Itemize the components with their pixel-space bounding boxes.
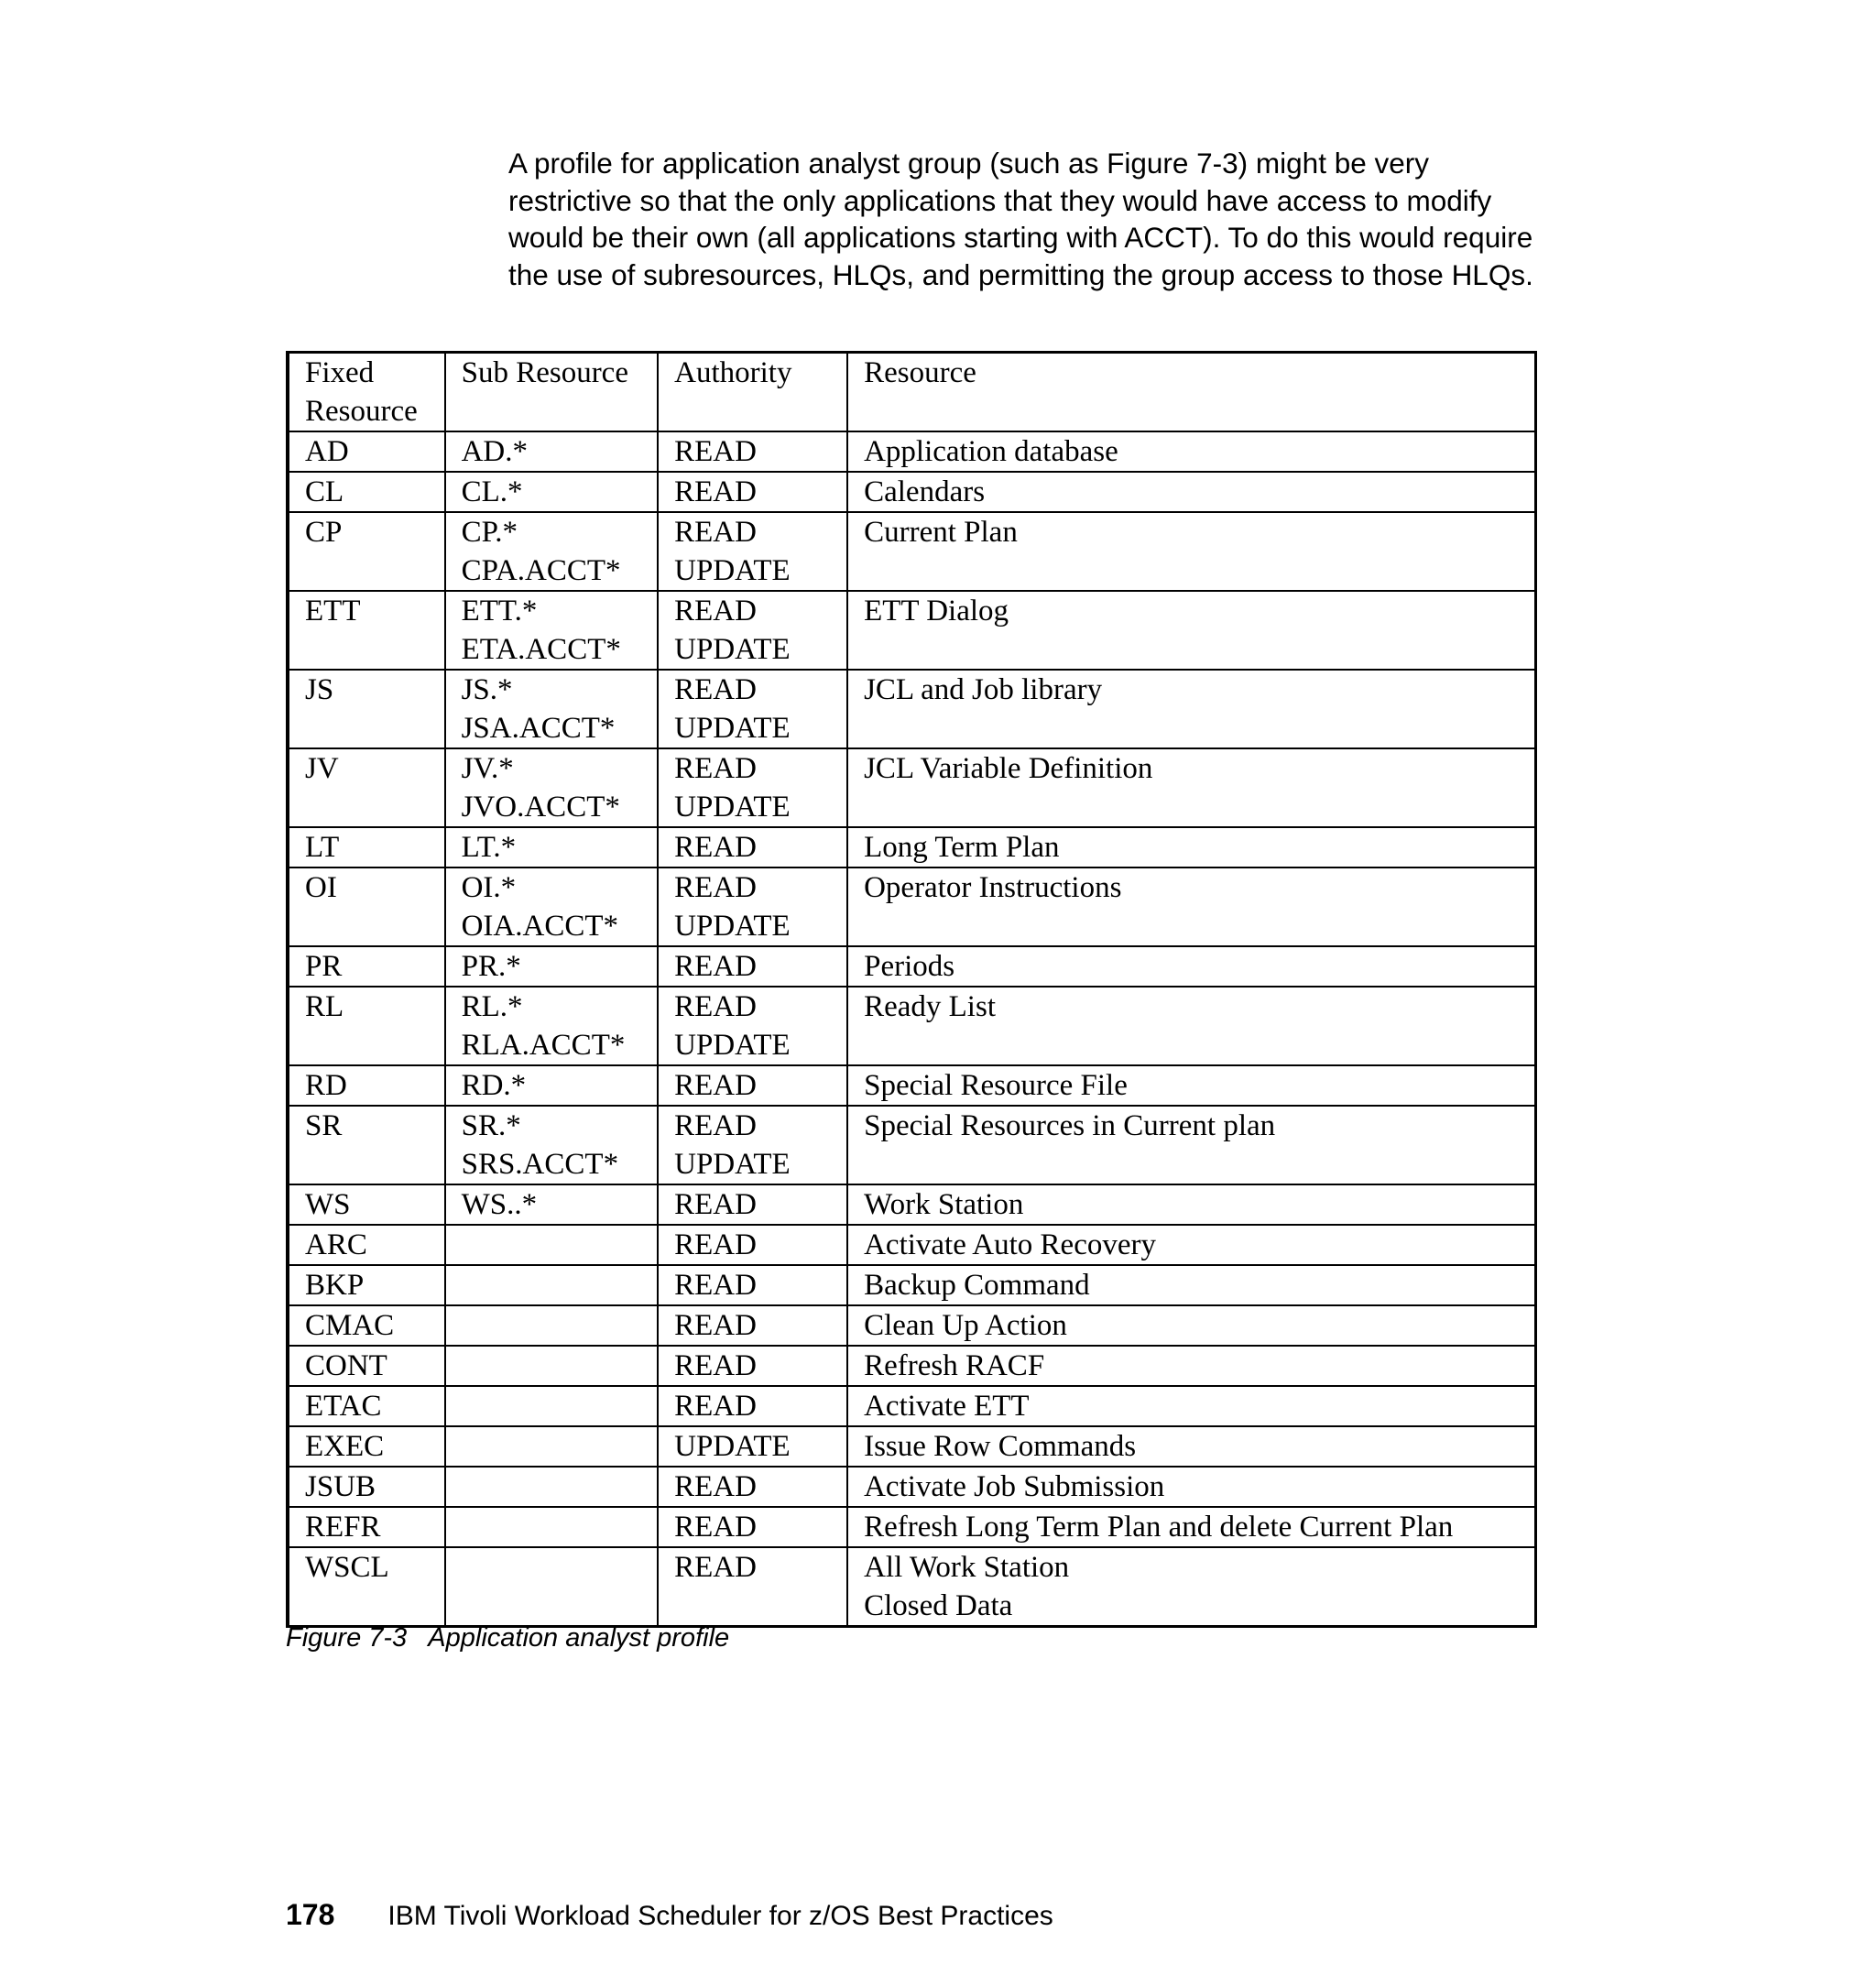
cell-sub-resource bbox=[445, 431, 659, 472]
cell-text: READ bbox=[674, 1470, 757, 1503]
cell-sub-resource bbox=[445, 670, 659, 748]
table-row bbox=[288, 1467, 1536, 1507]
cell-text: PR.* bbox=[461, 950, 521, 983]
cell-text: Work Station bbox=[864, 1188, 1024, 1221]
cell-resource bbox=[847, 1184, 1535, 1225]
page-number: 178 bbox=[286, 1898, 335, 1931]
cell-text: READ bbox=[674, 435, 757, 468]
cell-text: SR.* bbox=[461, 1109, 521, 1142]
cell-fixed-resource bbox=[288, 827, 445, 868]
table-row bbox=[288, 1346, 1536, 1386]
cell-text: READ bbox=[674, 1069, 757, 1102]
cell-sub-resource bbox=[445, 1346, 659, 1386]
cell-authority bbox=[658, 1305, 847, 1346]
cell-text: JS bbox=[305, 673, 334, 706]
cell-sub-resource bbox=[445, 512, 659, 591]
cell-fixed-resource bbox=[288, 1386, 445, 1426]
cell-text: READ bbox=[674, 1551, 757, 1584]
cell-fixed-resource bbox=[288, 1265, 445, 1305]
cell-text: LT bbox=[305, 831, 340, 864]
cell-text: Resource bbox=[864, 356, 976, 389]
cell-text: READ bbox=[674, 595, 757, 627]
cell-text: Application database bbox=[864, 435, 1118, 468]
cell-text: READ bbox=[674, 871, 757, 904]
cell-text: Issue Row Commands bbox=[864, 1430, 1137, 1463]
cell-text: JSA.ACCT* bbox=[461, 712, 616, 745]
cell-fixed-resource bbox=[288, 1225, 445, 1265]
intro-line: would be their own (all applications starting with ACCT). To do this would require bbox=[508, 221, 1533, 254]
cell-text: UPDATE bbox=[674, 910, 791, 943]
cell-authority bbox=[658, 1426, 847, 1467]
table-row bbox=[288, 1265, 1536, 1305]
cell-sub-resource bbox=[445, 946, 659, 987]
table-row bbox=[288, 1386, 1536, 1426]
cell-fixed-resource bbox=[288, 868, 445, 946]
cell-authority bbox=[658, 1225, 847, 1265]
cell-sub-resource bbox=[445, 1225, 659, 1265]
table-row bbox=[288, 1225, 1536, 1265]
cell-resource bbox=[847, 1065, 1535, 1106]
cell-fixed-resource bbox=[288, 1346, 445, 1386]
header-row bbox=[288, 353, 1536, 432]
cell-text: READ bbox=[674, 516, 757, 549]
header-fixed-resource bbox=[288, 353, 445, 432]
cell-text: RL bbox=[305, 990, 344, 1023]
cell-authority bbox=[658, 946, 847, 987]
cell-text: Activate Job Submission bbox=[864, 1470, 1165, 1503]
table-row bbox=[288, 512, 1536, 591]
cell-authority bbox=[658, 1467, 847, 1507]
cell-resource bbox=[847, 868, 1535, 946]
figure-label: Figure 7-3 bbox=[286, 1623, 408, 1653]
cell-sub-resource bbox=[445, 591, 659, 670]
cell-resource bbox=[847, 591, 1535, 670]
table-row bbox=[288, 946, 1536, 987]
cell-authority bbox=[658, 472, 847, 512]
cell-text: READ bbox=[674, 1109, 757, 1142]
cell-fixed-resource bbox=[288, 670, 445, 748]
book-title: IBM Tivoli Workload Scheduler for z/OS Best Practices bbox=[387, 1901, 1053, 1931]
cell-resource bbox=[847, 1386, 1535, 1426]
cell-text: Authority bbox=[674, 356, 792, 389]
cell-sub-resource bbox=[445, 1265, 659, 1305]
table-row bbox=[288, 1547, 1536, 1627]
cell-sub-resource bbox=[445, 868, 659, 946]
cell-text: READ bbox=[674, 1188, 757, 1221]
cell-authority bbox=[658, 512, 847, 591]
cell-authority bbox=[658, 431, 847, 472]
cell-text: READ bbox=[674, 1511, 757, 1544]
cell-text: OI bbox=[305, 871, 337, 904]
cell-text: LT.* bbox=[461, 831, 517, 864]
cell-resource bbox=[847, 1106, 1535, 1184]
cell-text: Periods bbox=[864, 950, 955, 983]
cell-authority bbox=[658, 1106, 847, 1184]
cell-resource bbox=[847, 1265, 1535, 1305]
cell-authority bbox=[658, 670, 847, 748]
cell-text: READ bbox=[674, 1309, 757, 1342]
cell-text: JS.* bbox=[461, 673, 513, 706]
cell-text: RD.* bbox=[461, 1069, 527, 1102]
cell-resource bbox=[847, 1305, 1535, 1346]
table-row bbox=[288, 987, 1536, 1065]
cell-text: CL bbox=[305, 475, 344, 508]
cell-text: JV.* bbox=[461, 752, 514, 785]
cell-text: UPDATE bbox=[674, 554, 791, 587]
cell-text: CPA.ACCT* bbox=[461, 554, 621, 587]
figure-title: Application analyst profile bbox=[428, 1623, 730, 1653]
cell-text: JV bbox=[305, 752, 339, 785]
cell-text: READ bbox=[674, 673, 757, 706]
cell-text: RLA.ACCT* bbox=[461, 1029, 626, 1062]
cell-text: All Work Station bbox=[864, 1551, 1070, 1584]
cell-text: READ bbox=[674, 1228, 757, 1261]
cell-sub-resource bbox=[445, 1547, 659, 1627]
cell-text: Current Plan bbox=[864, 516, 1018, 549]
cell-text: AD bbox=[305, 435, 349, 468]
table-row bbox=[288, 1426, 1536, 1467]
cell-authority bbox=[658, 1265, 847, 1305]
cell-fixed-resource bbox=[288, 591, 445, 670]
header-sub-resource bbox=[445, 353, 659, 432]
cell-fixed-resource bbox=[288, 1426, 445, 1467]
cell-authority bbox=[658, 748, 847, 827]
cell-fixed-resource bbox=[288, 512, 445, 591]
cell-text: Ready List bbox=[864, 990, 996, 1023]
cell-authority bbox=[658, 1346, 847, 1386]
cell-text: OI.* bbox=[461, 871, 517, 904]
cell-sub-resource bbox=[445, 1426, 659, 1467]
cell-text: Refresh RACF bbox=[864, 1349, 1045, 1382]
table-row bbox=[288, 431, 1536, 472]
cell-resource bbox=[847, 748, 1535, 827]
cell-sub-resource bbox=[445, 1184, 659, 1225]
cell-text: ETA.ACCT* bbox=[461, 633, 621, 666]
cell-text: JSUB bbox=[305, 1470, 376, 1503]
cell-text: UPDATE bbox=[674, 1430, 791, 1463]
cell-text: Operator Instructions bbox=[864, 871, 1122, 904]
cell-text: RD bbox=[305, 1069, 347, 1102]
cell-sub-resource bbox=[445, 1106, 659, 1184]
cell-resource bbox=[847, 987, 1535, 1065]
cell-text: ARC bbox=[305, 1228, 367, 1261]
cell-text: BKP bbox=[305, 1269, 365, 1302]
cell-text: WS..* bbox=[461, 1188, 538, 1221]
cell-text: AD.* bbox=[461, 435, 529, 468]
cell-sub-resource bbox=[445, 1386, 659, 1426]
table-row bbox=[288, 591, 1536, 670]
cell-text: READ bbox=[674, 475, 757, 508]
cell-authority bbox=[658, 1547, 847, 1627]
cell-text: CMAC bbox=[305, 1309, 395, 1342]
cell-authority bbox=[658, 591, 847, 670]
cell-text: CONT bbox=[305, 1349, 387, 1382]
cell-text: WSCL bbox=[305, 1551, 389, 1584]
cell-sub-resource bbox=[445, 1305, 659, 1346]
cell-text: JVO.ACCT* bbox=[461, 791, 620, 824]
table-row bbox=[288, 827, 1536, 868]
cell-resource bbox=[847, 1467, 1535, 1507]
cell-text: CP.* bbox=[461, 516, 518, 549]
cell-text: SR bbox=[305, 1109, 343, 1142]
cell-text: ETAC bbox=[305, 1390, 382, 1423]
cell-text: Long Term Plan bbox=[864, 831, 1060, 864]
cell-sub-resource bbox=[445, 987, 659, 1065]
cell-text: Closed Data bbox=[864, 1589, 1013, 1622]
cell-text: UPDATE bbox=[674, 712, 791, 745]
cell-sub-resource bbox=[445, 748, 659, 827]
table-row bbox=[288, 1106, 1536, 1184]
cell-text: READ bbox=[674, 990, 757, 1023]
cell-text: Resource bbox=[305, 395, 418, 428]
cell-text: Special Resource File bbox=[864, 1069, 1128, 1102]
cell-text: UPDATE bbox=[674, 1148, 791, 1181]
cell-resource bbox=[847, 512, 1535, 591]
cell-text: Clean Up Action bbox=[864, 1309, 1067, 1342]
cell-fixed-resource bbox=[288, 1065, 445, 1106]
cell-text: SRS.ACCT* bbox=[461, 1148, 619, 1181]
cell-fixed-resource bbox=[288, 748, 445, 827]
table-row bbox=[288, 748, 1536, 827]
cell-resource bbox=[847, 827, 1535, 868]
cell-authority bbox=[658, 987, 847, 1065]
cell-resource bbox=[847, 472, 1535, 512]
cell-fixed-resource bbox=[288, 1106, 445, 1184]
intro-line: restrictive so that the only applications that they would have access to modify bbox=[508, 183, 1492, 217]
cell-fixed-resource bbox=[288, 987, 445, 1065]
cell-sub-resource bbox=[445, 1507, 659, 1547]
cell-resource bbox=[847, 1426, 1535, 1467]
cell-text: READ bbox=[674, 1349, 757, 1382]
cell-fixed-resource bbox=[288, 431, 445, 472]
cell-authority bbox=[658, 1184, 847, 1225]
intro-line: the use of subresources, HLQs, and permitting the group access to those HLQs. bbox=[508, 257, 1533, 291]
cell-fixed-resource bbox=[288, 1467, 445, 1507]
cell-resource bbox=[847, 670, 1535, 748]
cell-text: UPDATE bbox=[674, 1029, 791, 1062]
cell-text: WS bbox=[305, 1188, 351, 1221]
cell-authority bbox=[658, 1065, 847, 1106]
intro-paragraph bbox=[508, 145, 1690, 293]
cell-resource bbox=[847, 1547, 1535, 1627]
cell-text: ETT.* bbox=[461, 595, 538, 627]
cell-fixed-resource bbox=[288, 1305, 445, 1346]
cell-text: OIA.ACCT* bbox=[461, 910, 619, 943]
cell-authority bbox=[658, 1507, 847, 1547]
table-row bbox=[288, 1305, 1536, 1346]
cell-fixed-resource bbox=[288, 1184, 445, 1225]
table-row bbox=[288, 1065, 1536, 1106]
cell-resource bbox=[847, 431, 1535, 472]
cell-text: READ bbox=[674, 752, 757, 785]
cell-text: ETT Dialog bbox=[864, 595, 1009, 627]
cell-text: UPDATE bbox=[674, 791, 791, 824]
cell-text: REFR bbox=[305, 1511, 381, 1544]
cell-authority bbox=[658, 1386, 847, 1426]
header-authority bbox=[658, 353, 847, 432]
cell-sub-resource bbox=[445, 827, 659, 868]
cell-fixed-resource bbox=[288, 1547, 445, 1627]
cell-text: READ bbox=[674, 950, 757, 983]
cell-authority bbox=[658, 868, 847, 946]
header-resource bbox=[847, 353, 1535, 432]
cell-sub-resource bbox=[445, 1467, 659, 1507]
cell-fixed-resource bbox=[288, 472, 445, 512]
figure-caption bbox=[286, 1621, 729, 1654]
cell-sub-resource bbox=[445, 1065, 659, 1106]
cell-resource bbox=[847, 946, 1535, 987]
cell-text: Fixed bbox=[305, 356, 375, 389]
table-row bbox=[288, 472, 1536, 512]
cell-text: EXEC bbox=[305, 1430, 385, 1463]
cell-text: READ bbox=[674, 1269, 757, 1302]
cell-text: Special Resources in Current plan bbox=[864, 1109, 1276, 1142]
cell-text: Activate Auto Recovery bbox=[864, 1228, 1156, 1261]
table-row bbox=[288, 1507, 1536, 1547]
cell-resource bbox=[847, 1507, 1535, 1547]
cell-text: CL.* bbox=[461, 475, 523, 508]
analyst-profile-table bbox=[286, 351, 1537, 1628]
cell-text: Refresh Long Term Plan and delete Current Plan bbox=[864, 1511, 1454, 1544]
cell-text: Activate ETT bbox=[864, 1390, 1030, 1423]
cell-authority bbox=[658, 827, 847, 868]
cell-text: JCL Variable Definition bbox=[864, 752, 1153, 785]
cell-text: CP bbox=[305, 516, 343, 549]
table-row bbox=[288, 670, 1536, 748]
cell-fixed-resource bbox=[288, 946, 445, 987]
intro-line: A profile for application analyst group (such as Figure 7-3) might be very bbox=[508, 147, 1430, 180]
cell-text: READ bbox=[674, 1390, 757, 1423]
cell-text: READ bbox=[674, 831, 757, 864]
cell-text: JCL and Job library bbox=[864, 673, 1103, 706]
table-row bbox=[288, 868, 1536, 946]
cell-text: ETT bbox=[305, 595, 361, 627]
cell-text: Calendars bbox=[864, 475, 986, 508]
cell-resource bbox=[847, 1225, 1535, 1265]
cell-text: Sub Resource bbox=[461, 356, 628, 389]
cell-fixed-resource bbox=[288, 1507, 445, 1547]
cell-text: PR bbox=[305, 950, 343, 983]
table-row bbox=[288, 1184, 1536, 1225]
cell-text: Backup Command bbox=[864, 1269, 1090, 1302]
cell-resource bbox=[847, 1346, 1535, 1386]
cell-sub-resource bbox=[445, 472, 659, 512]
cell-text: UPDATE bbox=[674, 633, 791, 666]
page-footer bbox=[286, 1898, 1053, 1933]
cell-text: RL.* bbox=[461, 990, 523, 1023]
